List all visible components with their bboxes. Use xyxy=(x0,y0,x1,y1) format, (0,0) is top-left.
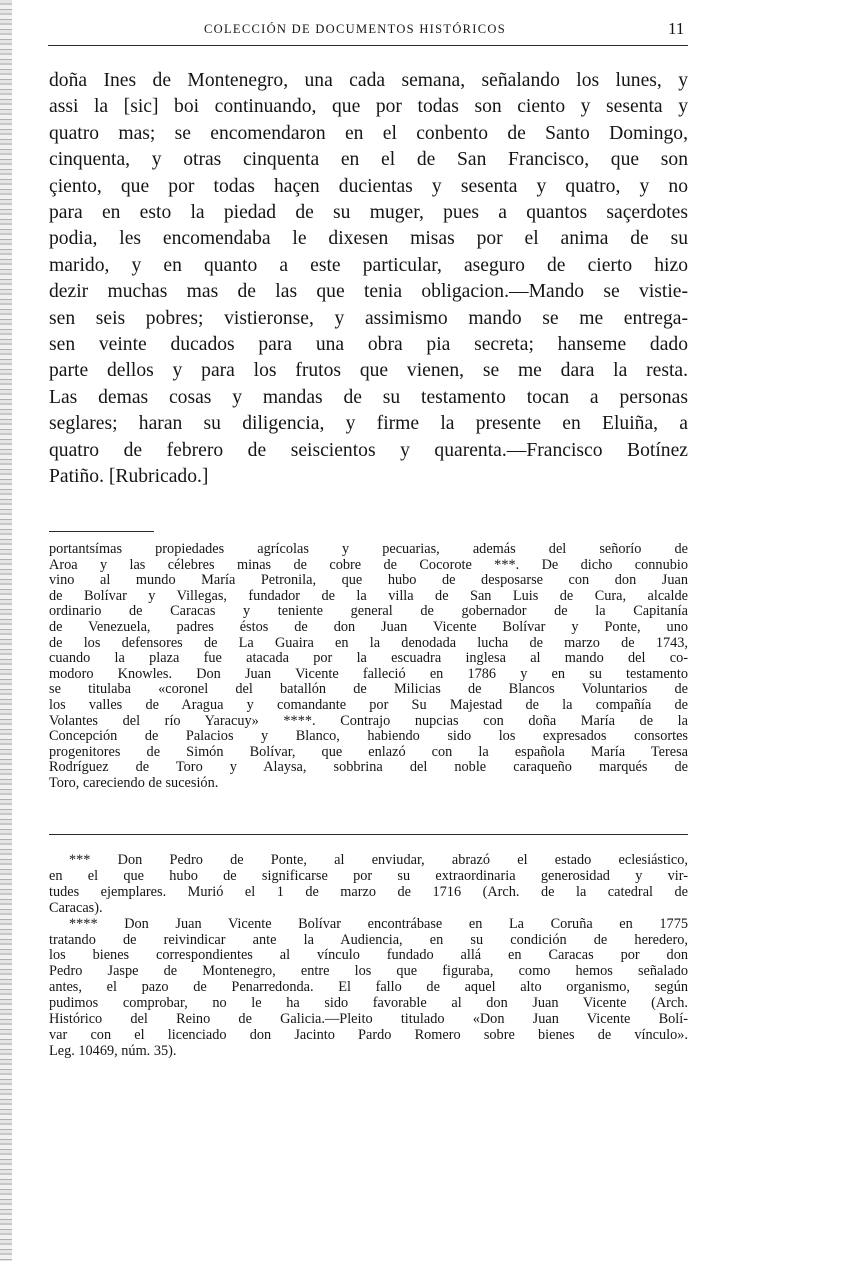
footnote-line: var con el licenciado don Jacinto Pardo Romero sobre bienes de vínculo». xyxy=(49,1026,688,1043)
body-line: çiento, que por todas haçen ducientas y sesenta y quatro, y no xyxy=(49,175,688,197)
footnote-triple-asterisk xyxy=(49,853,688,917)
scan-binding-edge xyxy=(0,0,12,1261)
footnote-line: cuando la plaza fue atacada por la escuadra inglesa al mando del co- xyxy=(49,650,688,667)
body-line: doña Ines de Montenegro, una cada semana, señalando los lunes, y xyxy=(49,70,688,91)
footnote-line: Toro, careciendo de sucesión. xyxy=(49,774,219,791)
footnote-line: Caracas). xyxy=(49,899,103,916)
footnote-line: Pedro Jaspe de Montenegro, entre los que figuraba, como hemos señalado xyxy=(49,963,688,980)
main-body-text xyxy=(49,68,688,491)
body-line: quatro mas; se encomendaron en el conbento de Santo Domingo, xyxy=(49,122,688,144)
body-line: parte dellos y para los frutos que vienen, se me dara la resta. xyxy=(49,360,688,382)
page-number: 11 xyxy=(668,19,685,38)
footnote-line: de Venezuela, padres éstos de don Juan Vicente Bolívar y Ponte, uno xyxy=(49,618,688,635)
body-line: cinquenta, y otras cinquenta en el de San Francisco, que son xyxy=(49,149,688,171)
body-line: sen seis pobres; vistieronse, y assimismo mando se me entrega- xyxy=(49,307,688,329)
body-line: Patiño. [Rubricado.] xyxy=(49,466,209,488)
body-line: marido, y en quanto a este particular, aseguro de cierto hizo xyxy=(49,254,688,276)
footnote-line: antes, el pazo de Penarredonda. El fallo de aquel alto organismo, según xyxy=(49,979,688,996)
footnote-line: pudimos comprobar, no le ha sido favorable al don Juan Vicente (Arch. xyxy=(49,995,688,1012)
footnote-line: de Bolívar y Villegas, fundador de la villa de San Luis de Cura, alcalde xyxy=(49,587,688,604)
footnote-line: vino al mundo María Petronila, que hubo de desposarse con don Juan xyxy=(49,572,688,589)
body-line: Las demas cosas y mandas de su testamento tocan a personas xyxy=(49,386,688,408)
footnote-line: de los defensores de La Guaira en la denodada lucha de marzo de 1743, xyxy=(49,634,688,651)
footnote-line: Histórico del Reino de Galicia.—Pleito titulado «Don Juan Vicente Bolí- xyxy=(49,1011,688,1028)
body-line: quatro de febrero de seiscientos y quarenta.—Francisco Botínez xyxy=(49,439,688,461)
footnote-line: **** Don Juan Vicente Bolívar encontrábase en La Coruña en 1775 xyxy=(69,915,688,932)
footnote-line: los valles de Aragua y comandante por Su Majestad de la compañía de xyxy=(49,696,688,713)
body-line: sen veinte ducados para una obra pia secreta; hanseme dado xyxy=(49,334,688,356)
footnote-line: en el que hubo de significarse por su extraordinaria generosidad y vir- xyxy=(49,867,688,884)
body-line: podia, les encomendaba le dixesen misas por el anima de su xyxy=(49,228,688,250)
footnote-line: los bienes correspondientes al vínculo fundado allá en Caracas por don xyxy=(49,947,688,964)
footnote-line: Rodríguez de Toro y Alaysa, sobbrina del noble caraqueño marqués de xyxy=(49,759,688,776)
footnotes-block xyxy=(49,853,688,1060)
footnote-continuation xyxy=(49,542,688,792)
footnote-separator-long xyxy=(49,834,688,835)
footnote-separator-short xyxy=(49,531,154,532)
footnote-line: ordinario de Caracas y teniente general de gobernador de la Capitanía xyxy=(49,603,688,620)
footnote-line: progenitores de Simón Bolívar, que enlazó con la española María Teresa xyxy=(49,743,688,760)
footnote-line: tudes ejemplares. Murió el 1 de marzo de 1716 (Arch. de la catedral de xyxy=(49,883,688,900)
footnote-line: modoro Knowles. Don Juan Vicente falleció en 1786 y en su testamento xyxy=(49,665,688,682)
body-line: seglares; haran su diligencia, y firme la presente en Eluiña, a xyxy=(49,413,688,435)
running-header xyxy=(48,19,688,42)
footnote-line: portantsímas propiedades agrícolas y pecuarias, además del señorío de xyxy=(49,541,688,557)
footnote-line: Aroa y las célebres minas de cobre de Cocorote ***. De dicho connubio xyxy=(49,556,688,573)
footnote-line: tratando de reivindicar ante la Audiencia, en su condición de heredero, xyxy=(49,931,688,948)
body-line: para en esto la piedad de su muger, pues a quantos saçerdotes xyxy=(49,202,688,224)
footnote-line: se titulaba «coronel del batallón de Milicias de Blancos Voluntarios de xyxy=(49,681,688,698)
footnote-line: Leg. 10469, núm. 35). xyxy=(49,1042,177,1059)
footnote-line: *** Don Pedro de Ponte, al enviudar, abrazó el estado eclesiástico, xyxy=(69,852,688,868)
header-rule xyxy=(48,45,688,46)
footnote-line: Concepción de Palacios y Blanco, habiendo sido los expresados consortes xyxy=(49,728,688,745)
footnote-line: Volantes del río Yaracuy» ****. Contrajo nupcias con doña María de la xyxy=(49,712,688,729)
body-line: assi la [sic] boi continuando, que por todas son ciento y sesenta y xyxy=(49,96,688,118)
body-line: dezir muchas mas de las que tenia obligacion.—Mando se vistie- xyxy=(49,281,688,303)
running-title: COLECCIÓN DE DOCUMENTOS HISTÓRICOS xyxy=(204,22,506,36)
footnote-quad-asterisk xyxy=(49,917,688,1060)
